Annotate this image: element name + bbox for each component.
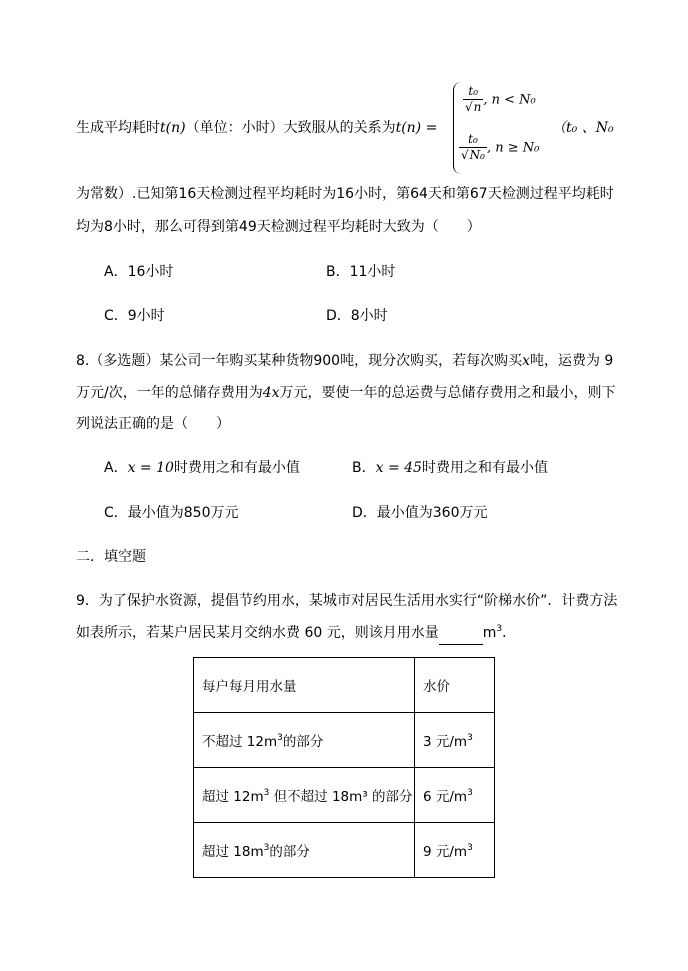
- q8-line3: 列说法正确的是（ ）: [76, 416, 230, 432]
- answer-blank[interactable]: [439, 630, 483, 645]
- water-price-table: [193, 657, 495, 878]
- section-title-fill-in: 二．填空题: [76, 549, 146, 565]
- piecewise-case-1: $\frac{\text{t₀}}{√n}$ , n < N₀: [465, 84, 536, 114]
- q7-constants: （t₀ 、N₀: [552, 120, 614, 136]
- q8-option-a[interactable]: A．x = 10时费用之和有最小值: [104, 460, 300, 476]
- table-header-price: 水价: [415, 658, 495, 713]
- q7-option-b[interactable]: B．11小时: [326, 264, 396, 280]
- q8-option-d[interactable]: D．最小值为360万元: [352, 505, 488, 521]
- q7-line1: 生成平均耗时t(n)（单位：小时）大致服从的关系为t(n) =: [76, 120, 438, 136]
- q9-line1: 9．为了保护水资源，提倡节约用水，某城市对居民生活用水实行“阶梯水价”．计费方法: [76, 593, 618, 609]
- piecewise-case-2: $\frac{\text{t₀}}{\text{√N₀}}$ , n ≥ N₀: [461, 132, 540, 162]
- q7-option-c[interactable]: C．9小时: [104, 308, 165, 324]
- table-row: 不超过 $12m^3$的部分 3 元$/m^3$: [194, 713, 495, 768]
- q7-option-d[interactable]: D．8小时: [326, 308, 388, 324]
- table-header-usage: 每户每月用水量: [194, 658, 415, 713]
- q8-line1: 8.（多选题）某公司一年购买某种货物900吨，现分次购买，若每次购买x吨，运费为 9: [76, 353, 614, 369]
- table-row: 超过 $18m^3$的部分 9 元$/m^3$: [194, 823, 495, 878]
- q9-line2: 如表所示，若某户居民某月交纳水费 60 元，则该月用水量 $m^3$．: [76, 623, 516, 645]
- q8-option-c[interactable]: C．最小值为850万元: [104, 505, 239, 521]
- q8-option-b[interactable]: B．x = 45时费用之和有最小值: [352, 460, 548, 476]
- table-row: 超过 $12m^3$ 但不超过 18m³ 的部分 6 元$/m^3$: [194, 768, 495, 823]
- q7-line3: 均为8小时，那么可得到第49天检测过程平均耗时大致为（ ）: [76, 219, 481, 235]
- table-header-row: [194, 658, 495, 713]
- q7-option-a[interactable]: A．16小时: [104, 264, 174, 280]
- q7-line2: 为常数）.已知第16天检测过程平均耗时为16小时，第64天和第67天检测过程平均耗时: [76, 186, 614, 202]
- q8-line2: 万元/次，一年的总储存费用为4x万元，要使一年的总运费与总储存费用之和最小，则下: [76, 385, 616, 401]
